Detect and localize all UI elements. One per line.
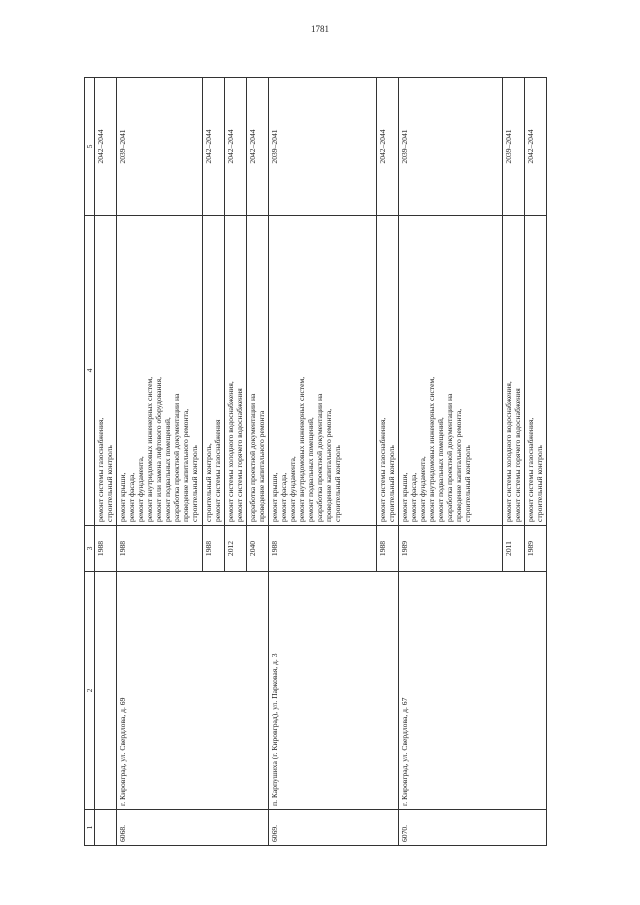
work-line: строительный контроль — [105, 445, 114, 522]
work-line: разработка проектной документации на — [172, 393, 181, 522]
row-year: 1988 — [117, 526, 203, 572]
row-address — [95, 572, 117, 810]
work-line: ремонт фасада, — [409, 472, 418, 522]
work-line: ремонт системы горячего водоснабжения — [513, 388, 522, 522]
header-col-2: 2 — [85, 572, 95, 810]
work-line: проведение капитального ремонта — [257, 410, 266, 522]
row-period: 2042–2044 — [95, 78, 117, 216]
row-number: 6069. — [269, 810, 399, 846]
page-number: 1781 — [311, 24, 329, 34]
work-line: ремонт внутридомовых инженерных систем, — [297, 376, 306, 522]
header-col-4: 4 — [85, 216, 95, 526]
row-year: 1989 — [399, 526, 503, 572]
row-address: п. Карпушиха (г. Кировград), ул. Парковая, д. 3 — [269, 572, 399, 810]
work-line: ремонт внутридомовых инженерных систем, — [427, 376, 436, 522]
work-line: ремонт системы газоснабжения, — [526, 417, 535, 522]
row-works — [377, 216, 399, 526]
row-number: 6068. — [117, 810, 269, 846]
row-works — [525, 216, 547, 526]
table-row — [95, 78, 117, 846]
work-line: строительный контроль, — [204, 443, 213, 522]
row-year: 1988 — [269, 526, 377, 572]
row-works — [225, 216, 247, 526]
row-period: 2039–2041 — [117, 78, 203, 216]
row-address: г. Кировград, ул. Свердлова, д. 69 — [117, 572, 269, 810]
work-line: ремонт фундамента, — [136, 456, 145, 522]
table-row — [117, 78, 203, 846]
work-line: ремонт системы газоснабжения, — [96, 417, 105, 522]
row-period: 2042–2044 — [525, 78, 547, 216]
work-line: проведение капитального ремонта, — [181, 408, 190, 522]
header-col-1: 1 — [85, 810, 95, 846]
row-works — [399, 216, 503, 526]
work-line: ремонт системы горячего водоснабжения — [235, 388, 244, 522]
header-col-3: 3 — [85, 526, 95, 572]
row-year: 2040 — [247, 526, 269, 572]
row-period: 2042–2044 — [203, 78, 225, 216]
row-year: 1989 — [525, 526, 547, 572]
work-line: ремонт системы холодного водоснабжения, — [504, 381, 513, 522]
header-row — [85, 78, 95, 846]
work-line: ремонт внутридомовых инженерных систем, — [145, 376, 154, 522]
work-line: разработка проектной документации на — [315, 393, 324, 522]
table-row — [399, 78, 503, 846]
row-works — [95, 216, 117, 526]
work-line: строительный контроль — [333, 445, 342, 522]
row-period: 2042–2044 — [377, 78, 399, 216]
row-number — [95, 810, 117, 846]
rotated-table-wrapper — [84, 78, 606, 846]
row-period: 2042–2044 — [225, 78, 247, 216]
row-year: 1988 — [95, 526, 117, 572]
work-line: ремонт подвальных помещений, — [163, 417, 172, 522]
work-line: строительный контроль — [463, 445, 472, 522]
row-period: 2039–2041 — [503, 78, 525, 216]
work-line: проведение капитального ремонта, — [324, 408, 333, 522]
work-line: ремонт фасада, — [127, 472, 136, 522]
work-line: ремонт фундамента, — [418, 456, 427, 522]
work-line: ремонт или замена лифтового оборудования, — [154, 377, 163, 522]
work-line: строительный контроль — [387, 445, 396, 522]
row-works — [247, 216, 269, 526]
work-line: ремонт подвальных помещений, — [436, 417, 445, 522]
work-line: ремонт крыши, — [400, 472, 409, 522]
row-number: 6070. — [399, 810, 547, 846]
row-year: 1988 — [377, 526, 399, 572]
row-works — [269, 216, 377, 526]
row-period: 2039–2041 — [399, 78, 503, 216]
work-line: разработка проектной документации на — [445, 393, 454, 522]
work-line: строительный контроль — [190, 445, 199, 522]
work-line: ремонт фасада, — [279, 472, 288, 522]
work-line: проведение капитального ремонта, — [454, 408, 463, 522]
work-line: ремонт крыши, — [118, 472, 127, 522]
work-line: ремонт системы газоснабжения — [213, 419, 222, 522]
header-col-5: 5 — [85, 78, 95, 216]
table-row — [269, 78, 377, 846]
row-period: 2042–2044 — [247, 78, 269, 216]
row-year: 2012 — [225, 526, 247, 572]
row-year: 2011 — [503, 526, 525, 572]
work-line: разработка проектной документации на — [248, 393, 257, 522]
row-works — [203, 216, 225, 526]
work-line: ремонт фундамента, — [288, 456, 297, 522]
row-address: г. Кировград, ул. Свердлова, д. 67 — [399, 572, 547, 810]
work-line: строительный контроль — [535, 445, 544, 522]
work-line: ремонт системы холодного водоснабжения, — [226, 381, 235, 522]
row-year: 1988 — [203, 526, 225, 572]
row-works — [503, 216, 525, 526]
row-period: 2039–2041 — [269, 78, 377, 216]
work-line: ремонт подвальных помещений, — [306, 417, 315, 522]
work-line: ремонт системы газоснабжения, — [378, 417, 387, 522]
work-line: ремонт крыши, — [270, 472, 279, 522]
row-works — [117, 216, 203, 526]
capital-repair-table — [84, 77, 547, 846]
